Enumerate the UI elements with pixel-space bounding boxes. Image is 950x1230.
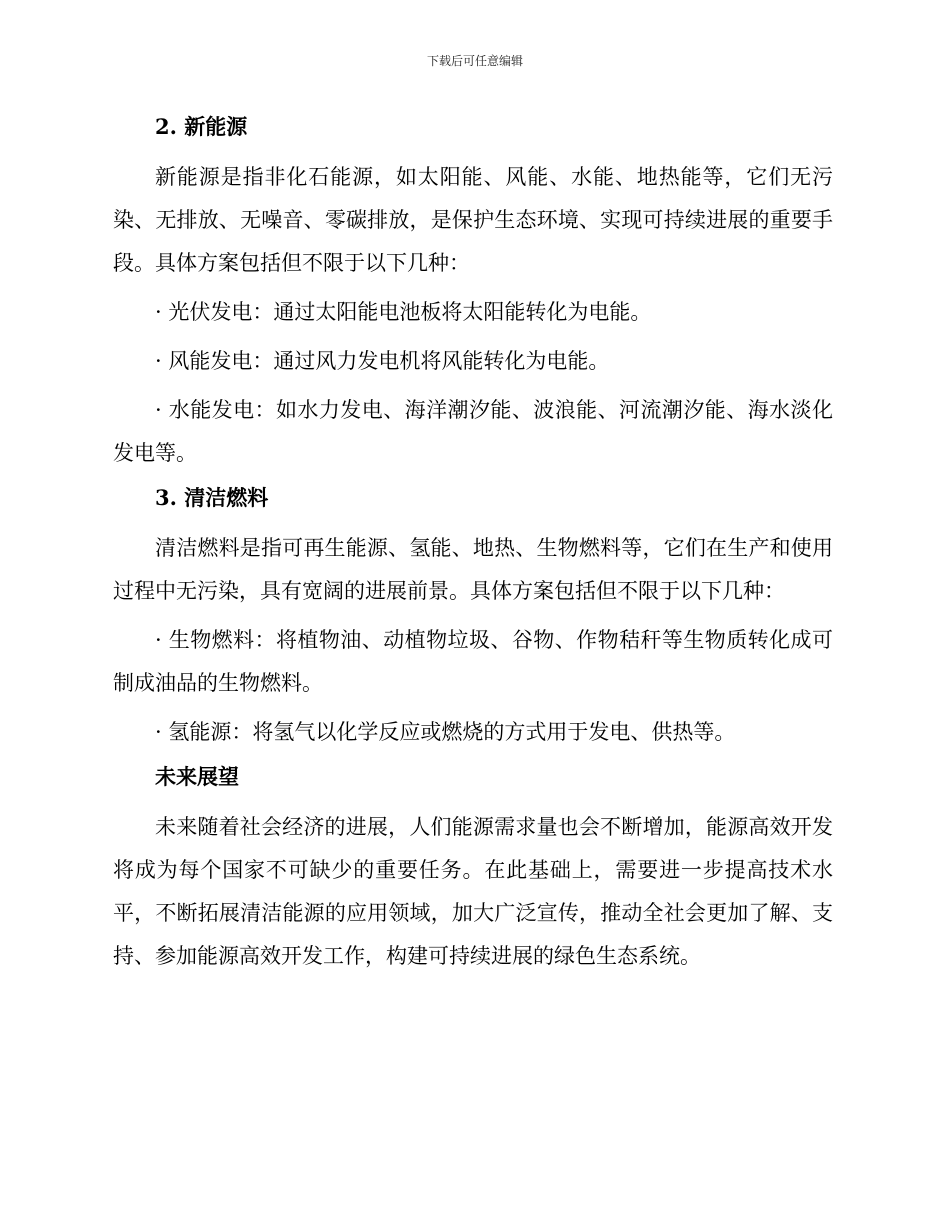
section-intro-paragraph: 未来随着社会经济的进展，人们能源需求量也会不断增加，能源高效开发将成为每个国家不可缺少的重要任务。在此基础上，需要进一步提高技术水平，不断拓展清洁能源的应用领域，加大广泛宣传，推动全社会更加了解、支持、参加能源高效开发工作，构建可持续进展的绿色生态系统。 xyxy=(113,815,833,968)
page-header-note: 下载后可任意编辑 xyxy=(426,54,523,68)
section-clean-fuel xyxy=(113,481,833,754)
document-body xyxy=(113,110,833,978)
section-outlook xyxy=(113,760,833,978)
bullet-item: · 氢能源：将氢气以化学反应或燃烧的方式用于发电、供热等。 xyxy=(155,720,736,744)
bullet-item: · 水能发电：如水力发电、海洋潮汐能、波浪能、河流潮汐能、海水淡化发电等。 xyxy=(113,398,833,465)
bullet-item: · 风能发电：通过风力发电机将风能转化为电能。 xyxy=(155,349,610,373)
bullet-item: · 生物燃料：将植物油、动植物垃圾、谷物、作物秸秆等生物质转化成可制成油品的生物燃料。 xyxy=(113,628,833,695)
bullet-item: · 光伏发电：通过太阳能电池板将太阳能转化为电能。 xyxy=(155,300,652,324)
section-heading: 未来展望 xyxy=(155,764,239,789)
section-intro-paragraph: 新能源是指非化石能源，如太阳能、风能、水能、地热能等，它们无污染、无排放、无噪音、零碳排放，是保护生态环境、实现可持续进展的重要手段。具体方案包括但不限于以下几种： xyxy=(113,165,833,275)
section-heading: 2. 新能源 xyxy=(155,114,248,139)
section-intro-paragraph: 清洁燃料是指可再生能源、氢能、地热、生物燃料等，它们在生产和使用过程中无污染，具有宽阔的进展前景。具体方案包括但不限于以下几种： xyxy=(113,536,833,603)
section-heading: 3. 清洁燃料 xyxy=(155,485,269,510)
section-new-energy xyxy=(113,110,833,475)
